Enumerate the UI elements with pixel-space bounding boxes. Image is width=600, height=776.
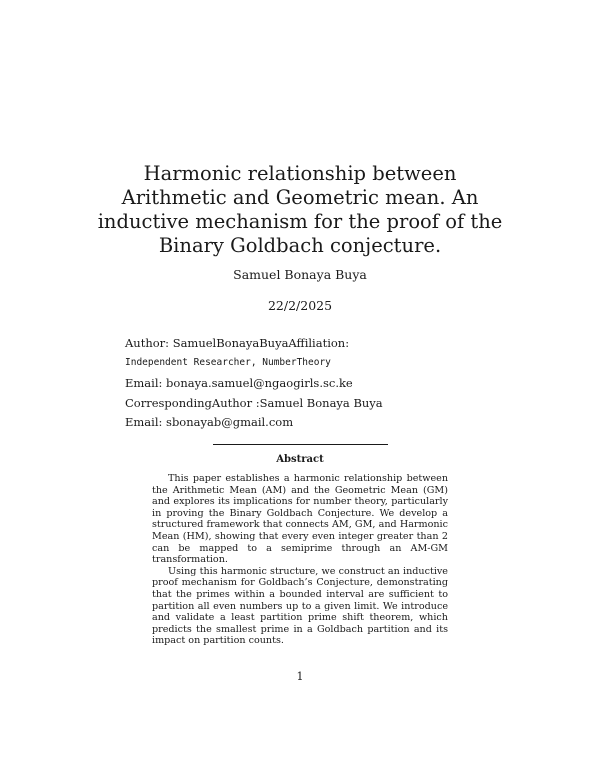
abstract-paragraph: Using this harmonic structure, we construct an inductive proof mechanism for Goldbach’s Conjecture, demonstrating that the primes within a bounded interval are sufficient to partition all even numbers up to a given limit. We introduce and validate a least partition prime shift theorem, which predicts the smallest prime in a Goldbach partition and its impact on partition counts. [152,565,448,647]
paper-title [0,162,600,258]
corresponding-author: CorrespondingAuthor :Samuel Bonaya Buya [125,396,383,410]
email-primary: Email: bonaya.samuel@ngaogirls.sc.ke [125,376,353,390]
abstract-heading: Abstract [276,454,324,465]
title-line: inductive mechanism for the proof of the [97,210,503,233]
publication-date: 22/2/2025 [267,298,333,313]
author-name: Samuel Bonaya Buya [233,267,367,282]
affiliation-detail: Independent Researcher, NumberTheory [125,357,331,368]
separator-rule [213,444,388,445]
title-line: Arithmetic and Geometric mean. An [121,186,479,209]
abstract-paragraph: This paper establishes a harmonic relationship between the Arithmetic Mean (AM) and the Geometric Mean (GM) and explores its implications for number theory, particularly in proving the Binary Goldbach Conjecture. We develop a structured framework that connects AM, GM, and Harmonic Mean (HM), showing that every even integer greater than 2 can be mapped to a semiprime through an AM-GM transformation. [152,473,448,566]
email-secondary: Email: sbonayab@gmail.com [125,415,294,429]
abstract-body [152,473,448,647]
author-affiliation-line: Author: SamuelBonayaBuyaAffiliation: [125,336,350,350]
title-line: Harmonic relationship between [143,162,457,185]
title-line: Binary Goldbach conjecture. [158,234,442,257]
page-number: 1 [296,670,304,683]
